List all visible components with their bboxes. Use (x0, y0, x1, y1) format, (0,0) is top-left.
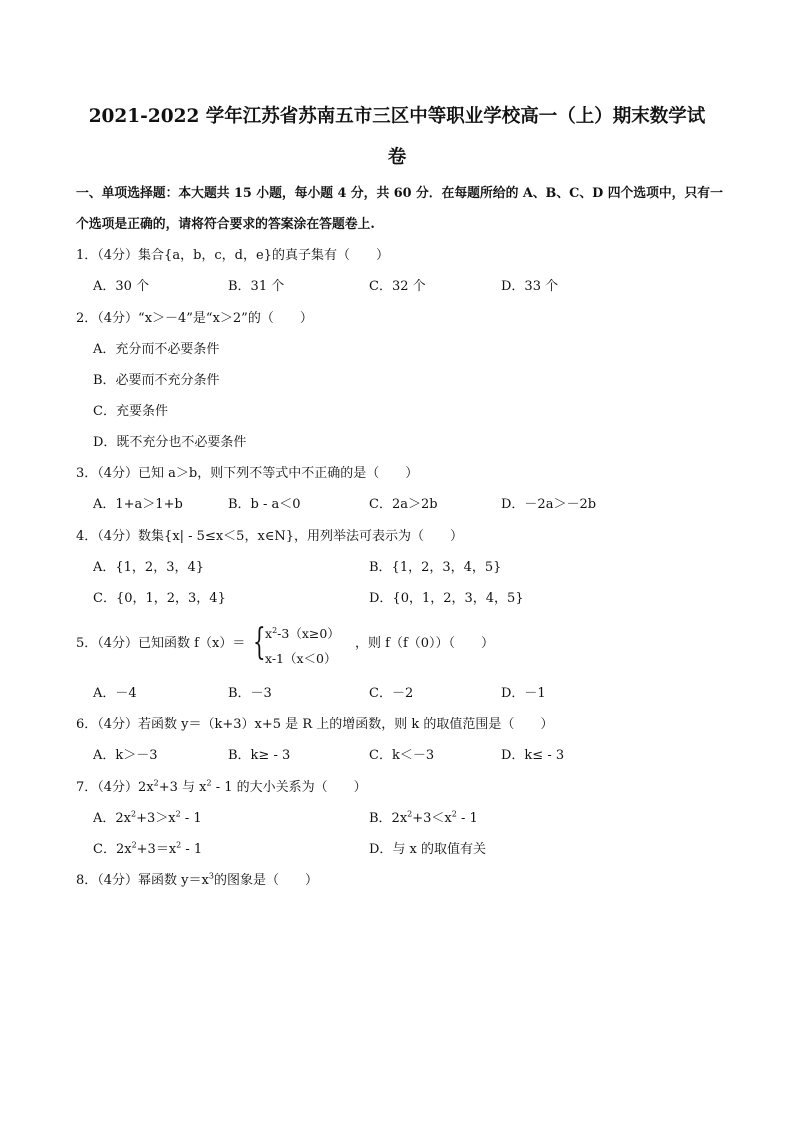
question-6-option-d: D．k≤ - 3 (501, 748, 565, 763)
question-3-option-d: D．－2a＞－2b (501, 497, 597, 512)
question-7-stem: 7．（4分）$2x^2+3$ 与 $x^2 - 1$ 的大小关系为（ ） (76, 778, 367, 795)
question-1-option-b: B．31 个 (228, 279, 285, 294)
question-4-option-c: C．{0，1，2，3，4} (93, 591, 226, 606)
question-3-option-c: C．2a＞2b (369, 497, 438, 512)
question-4-option-a: A．{1，2，3，4} (93, 560, 205, 575)
question-4-stem: 4．（4分）数集{x| - 5≤x＜5，x∈N}，用列举法可表示为（ ） (76, 529, 464, 544)
question-3-option-b: B．b - a＜0 (228, 497, 301, 512)
question-7-option-d: D．与 x 的取值有关 (369, 842, 487, 857)
question-5-option-c: C．－2 (369, 686, 414, 701)
question-6-option-b: B．k≥ - 3 (228, 748, 291, 763)
question-7-option-b: B．$2x^2+3<x^2 - 1$ (369, 809, 478, 826)
question-6-option-a: A．k＞－3 (93, 748, 158, 763)
question-5-piece-2: x-1（x＜0） (265, 651, 337, 666)
question-1-option-a: A．30 个 (93, 279, 150, 294)
question-8-stem: 8．（4分）幂函数 $y=x^3$的图象是（ ） (76, 871, 318, 888)
question-2-option-b: B．必要而不充分条件 (93, 373, 220, 388)
document-title: 2021-2022 学年江苏省苏南五市三区中等职业学校高一（上）期末数学试 (88, 106, 706, 127)
question-4-option-b: B．{1，2，3，4，5} (369, 560, 502, 575)
question-2-option-c: C．充要条件 (93, 404, 168, 419)
question-7-option-a: A．$2x^2+3>x^2 - 1$ (93, 809, 202, 826)
question-1-stem: 1．（4分）集合{a，b，c，d，e}的真子集有（ ） (76, 248, 389, 263)
question-2-option-a: A．充分而不必要条件 (93, 342, 220, 357)
question-5-option-a: A．－4 (93, 686, 137, 701)
question-4-option-d: D．{0，1，2，3，4，5} (369, 591, 524, 606)
question-3-stem: 3．（4分）已知 a＞b，则下列不等式中不正确的是（ ） (76, 466, 419, 481)
document-title-continued: 卷 (387, 147, 407, 168)
question-3-option-a: A．1+a＞1+b (93, 497, 183, 512)
question-2-stem: 2．（4分）“x＞－4”是“x＞2”的（ ） (76, 311, 313, 326)
question-2-option-d: D．既不充分也不必要条件 (93, 435, 247, 450)
question-7-option-c: C．$2x^2+3=x^2 - 1$ (93, 840, 203, 857)
question-5-option-b: B．－3 (228, 686, 272, 701)
question-6-stem: 6．（4分）若函数 y＝（k+3）x+5 是 R 上的增函数，则 k 的取值范围是（ ） (76, 717, 554, 732)
question-1-option-d: D．33 个 (501, 279, 559, 294)
question-5-option-d: D．－1 (501, 686, 546, 701)
piecewise-brace: { (253, 622, 266, 663)
question-6-option-c: C．k＜－3 (369, 748, 435, 763)
question-5-suffix: ，则 f（f（0））（ ） (355, 636, 495, 651)
question-5-prefix: 5．（4分）已知函数 f（x）＝ (76, 636, 246, 651)
question-1-option-c: C．32 个 (369, 279, 426, 294)
question-5-piece-1: $x^2-3(x\ge 0)$ (265, 625, 340, 641)
section-heading: 一、单项选择题：本大题共 15 小题，每小题 4 分，共 60 分．在每题所给的 A、B、C、D 四个选项中，只有一个选项是正确的，请将符合要求的答案涂在答题卷上. (76, 186, 723, 232)
